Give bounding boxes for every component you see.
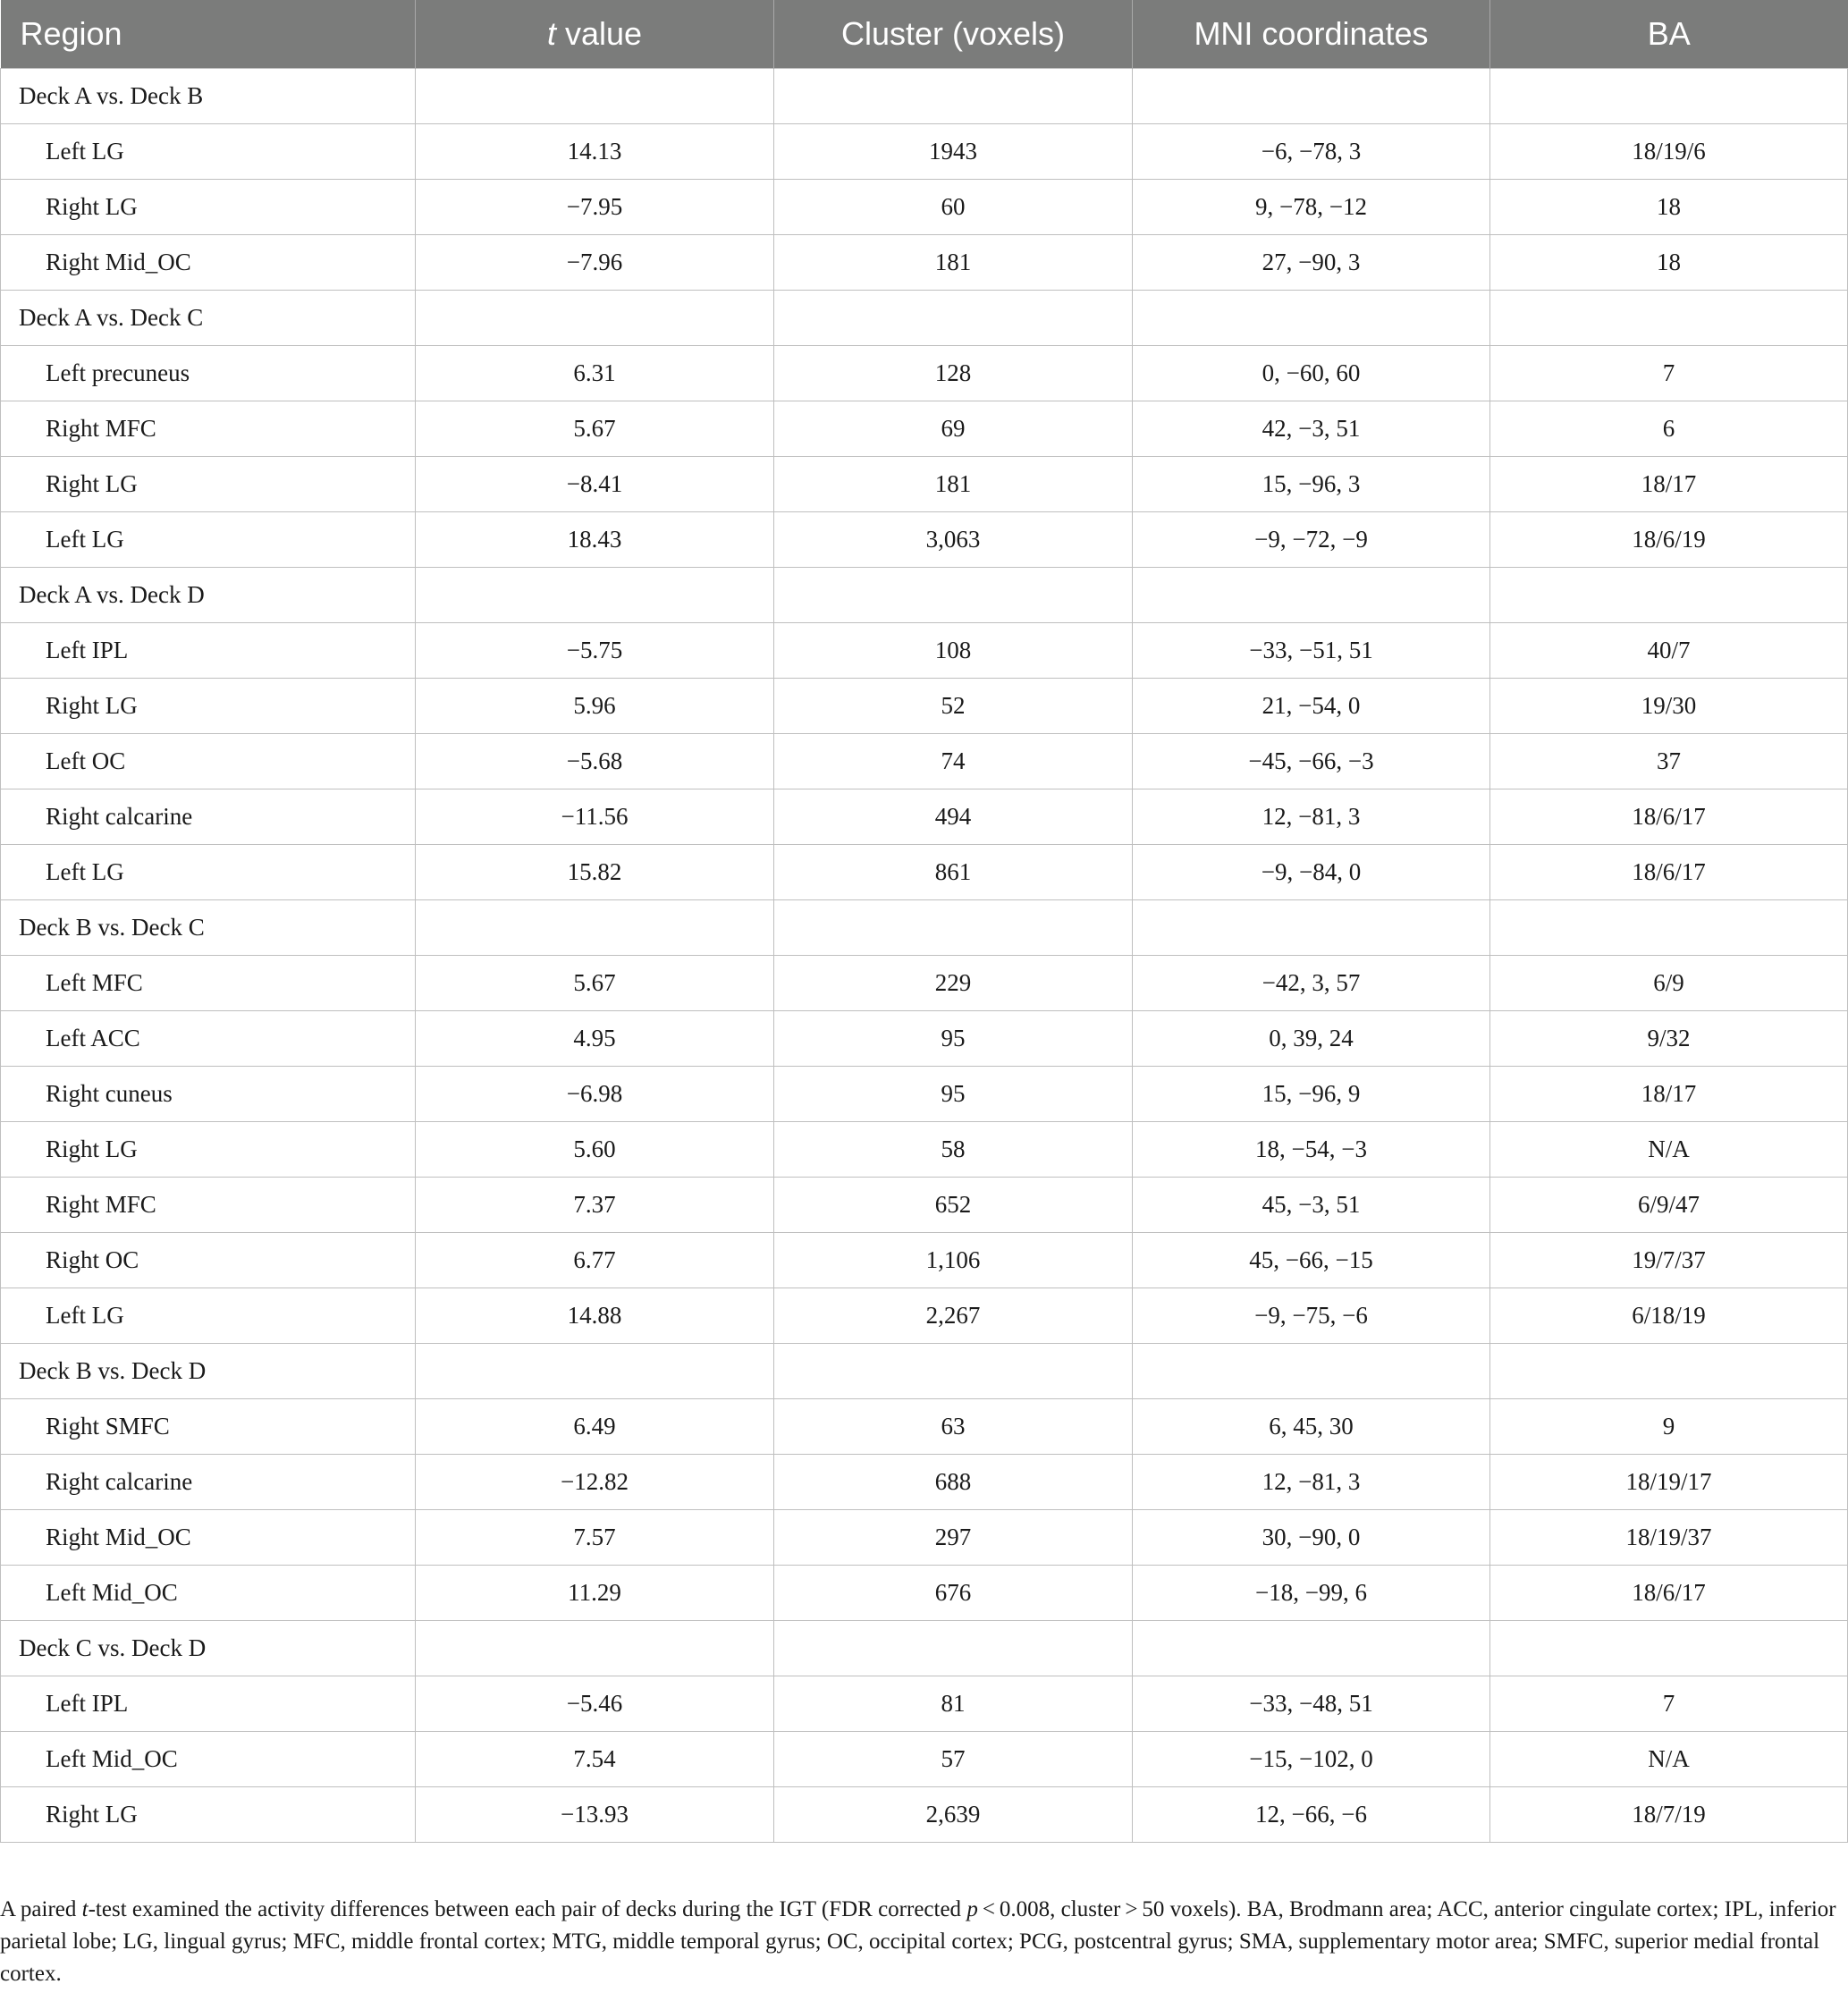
header-t-rest: value <box>555 14 643 52</box>
cell-ba: 6/9/47 <box>1490 1177 1848 1232</box>
empty-cell <box>1490 1343 1848 1398</box>
cell-t: 18.43 <box>416 511 774 567</box>
header-cluster: Cluster (voxels) <box>774 0 1133 68</box>
cell-t: 4.95 <box>416 1010 774 1066</box>
cell-region: Right LG <box>1 1121 416 1177</box>
cell-mni: −33, −51, 51 <box>1133 622 1490 678</box>
cell-t: 11.29 <box>416 1565 774 1620</box>
cell-mni: 45, −3, 51 <box>1133 1177 1490 1232</box>
table-row <box>1 123 1848 179</box>
group-row <box>1 1620 1848 1676</box>
cell-t: 14.88 <box>416 1288 774 1343</box>
cell-region: Right Mid_OC <box>1 234 416 290</box>
cell-t: −7.96 <box>416 234 774 290</box>
cell-region: Left LG <box>1 123 416 179</box>
empty-cell <box>1133 68 1490 123</box>
header-t-value <box>416 0 774 68</box>
empty-cell <box>1490 1620 1848 1676</box>
cell-region: Left OC <box>1 733 416 789</box>
cell-mni: 6, 45, 30 <box>1133 1398 1490 1454</box>
cell-mni: −9, −84, 0 <box>1133 844 1490 899</box>
group-label: Deck B vs. Deck D <box>1 1343 416 1398</box>
table-row <box>1 1010 1848 1066</box>
cell-cluster: 81 <box>774 1676 1133 1731</box>
cell-region: Left ACC <box>1 1010 416 1066</box>
empty-cell <box>416 68 774 123</box>
table-row <box>1 179 1848 234</box>
cell-region: Left precuneus <box>1 345 416 401</box>
empty-cell <box>1490 567 1848 622</box>
cell-mni: −18, −99, 6 <box>1133 1565 1490 1620</box>
cell-region: Right Mid_OC <box>1 1509 416 1565</box>
cell-t: −7.95 <box>416 179 774 234</box>
cell-t: −13.93 <box>416 1786 774 1842</box>
cell-ba: 18/6/17 <box>1490 789 1848 844</box>
header-row <box>1 0 1848 68</box>
cell-ba: 18/17 <box>1490 456 1848 511</box>
cell-mni: −42, 3, 57 <box>1133 955 1490 1010</box>
cell-region: Right calcarine <box>1 789 416 844</box>
empty-cell <box>1133 1343 1490 1398</box>
cell-mni: −9, −72, −9 <box>1133 511 1490 567</box>
cell-region: Left Mid_OC <box>1 1565 416 1620</box>
cell-ba: 18 <box>1490 234 1848 290</box>
cell-mni: 12, −81, 3 <box>1133 1454 1490 1509</box>
cell-region: Left LG <box>1 1288 416 1343</box>
cell-t: −5.46 <box>416 1676 774 1731</box>
cell-cluster: 58 <box>774 1121 1133 1177</box>
cell-mni: 45, −66, −15 <box>1133 1232 1490 1288</box>
cell-cluster: 2,267 <box>774 1288 1133 1343</box>
cell-t: −8.41 <box>416 456 774 511</box>
footnote-part2: -test examined the activity differences between each pair of decks during the IGT (FDR corrected <box>88 1897 967 1921</box>
empty-cell <box>416 899 774 955</box>
cell-t: 7.57 <box>416 1509 774 1565</box>
cell-cluster: 494 <box>774 789 1133 844</box>
cell-region: Left IPL <box>1 1676 416 1731</box>
group-label: Deck A vs. Deck B <box>1 68 416 123</box>
table-row <box>1 1177 1848 1232</box>
group-row <box>1 68 1848 123</box>
table-row <box>1 1786 1848 1842</box>
cell-ba: 40/7 <box>1490 622 1848 678</box>
cell-t: −6.98 <box>416 1066 774 1121</box>
cell-cluster: 74 <box>774 733 1133 789</box>
group-label: Deck C vs. Deck D <box>1 1620 416 1676</box>
cell-cluster: 181 <box>774 456 1133 511</box>
cell-cluster: 2,639 <box>774 1786 1133 1842</box>
cell-ba: 6 <box>1490 401 1848 456</box>
cell-t: 7.37 <box>416 1177 774 1232</box>
cell-ba: N/A <box>1490 1121 1848 1177</box>
cell-region: Left MFC <box>1 955 416 1010</box>
cell-t: 5.67 <box>416 955 774 1010</box>
cell-cluster: 3,063 <box>774 511 1133 567</box>
cell-region: Right LG <box>1 1786 416 1842</box>
table-footnote <box>0 1894 1848 1990</box>
table-row <box>1 1232 1848 1288</box>
cell-ba: 18/6/17 <box>1490 1565 1848 1620</box>
cell-cluster: 297 <box>774 1509 1133 1565</box>
cell-region: Right LG <box>1 678 416 733</box>
cell-cluster: 229 <box>774 955 1133 1010</box>
cell-cluster: 69 <box>774 401 1133 456</box>
cell-cluster: 1,106 <box>774 1232 1133 1288</box>
cell-cluster: 181 <box>774 234 1133 290</box>
cell-mni: 12, −66, −6 <box>1133 1786 1490 1842</box>
cell-ba: 37 <box>1490 733 1848 789</box>
cell-region: Right cuneus <box>1 1066 416 1121</box>
group-row <box>1 899 1848 955</box>
cell-t: −12.82 <box>416 1454 774 1509</box>
cell-region: Right LG <box>1 456 416 511</box>
header-region: Region <box>1 0 416 68</box>
cell-cluster: 128 <box>774 345 1133 401</box>
cell-ba: 18/17 <box>1490 1066 1848 1121</box>
cell-mni: −15, −102, 0 <box>1133 1731 1490 1786</box>
cell-mni: 42, −3, 51 <box>1133 401 1490 456</box>
cell-ba: 7 <box>1490 345 1848 401</box>
cell-t: −5.75 <box>416 622 774 678</box>
empty-cell <box>774 290 1133 345</box>
cell-t: 6.49 <box>416 1398 774 1454</box>
cell-cluster: 57 <box>774 1731 1133 1786</box>
cell-region: Right SMFC <box>1 1398 416 1454</box>
cell-t: 14.13 <box>416 123 774 179</box>
cell-cluster: 108 <box>774 622 1133 678</box>
cell-t: 6.31 <box>416 345 774 401</box>
cell-region: Left LG <box>1 844 416 899</box>
footnote-part3: < 0.008, cluster > 50 voxels). BA, Brodmann area; ACC, anterior cingulate cortex; IPL, inferior parietal lobe; LG, lingual gyrus; MFC, middle frontal cortex; MTG, middle temporal gyrus; OC, occipital cortex; PCG, postcentral gyrus; SMA, supplementary motor area; SMFC, superior medial frontal cortex. <box>0 1897 1836 1986</box>
group-label: Deck A vs. Deck D <box>1 567 416 622</box>
empty-cell <box>416 290 774 345</box>
empty-cell <box>1490 899 1848 955</box>
cell-cluster: 688 <box>774 1454 1133 1509</box>
cell-region: Left LG <box>1 511 416 567</box>
cell-cluster: 95 <box>774 1010 1133 1066</box>
empty-cell <box>774 899 1133 955</box>
cell-mni: −9, −75, −6 <box>1133 1288 1490 1343</box>
table-row <box>1 1066 1848 1121</box>
table-row <box>1 1731 1848 1786</box>
table-row <box>1 733 1848 789</box>
empty-cell <box>774 567 1133 622</box>
table-header <box>1 0 1848 68</box>
cell-ba: 9 <box>1490 1398 1848 1454</box>
cell-mni: 0, 39, 24 <box>1133 1010 1490 1066</box>
cell-ba: 19/30 <box>1490 678 1848 733</box>
empty-cell <box>1133 567 1490 622</box>
table-row <box>1 1565 1848 1620</box>
table-row <box>1 1676 1848 1731</box>
cell-mni: 18, −54, −3 <box>1133 1121 1490 1177</box>
cell-mni: 15, −96, 9 <box>1133 1066 1490 1121</box>
empty-cell <box>774 1620 1133 1676</box>
footnote-t-italic: t <box>81 1897 89 1921</box>
table-row <box>1 844 1848 899</box>
cell-t: 5.96 <box>416 678 774 733</box>
cell-region: Right MFC <box>1 1177 416 1232</box>
footnote-part1: A paired <box>0 1897 82 1921</box>
cell-mni: 27, −90, 3 <box>1133 234 1490 290</box>
empty-cell <box>1490 290 1848 345</box>
cell-t: 15.82 <box>416 844 774 899</box>
cell-t: −11.56 <box>416 789 774 844</box>
group-row <box>1 567 1848 622</box>
footnote-p-italic: p <box>966 1897 978 1921</box>
header-t-italic: t <box>546 14 556 52</box>
cell-cluster: 652 <box>774 1177 1133 1232</box>
cell-ba: 6/9 <box>1490 955 1848 1010</box>
group-label: Deck B vs. Deck C <box>1 899 416 955</box>
cell-region: Left Mid_OC <box>1 1731 416 1786</box>
cell-ba: 9/32 <box>1490 1010 1848 1066</box>
empty-cell <box>1490 68 1848 123</box>
table-row <box>1 955 1848 1010</box>
cell-ba: 18/6/19 <box>1490 511 1848 567</box>
cell-cluster: 1943 <box>774 123 1133 179</box>
cell-ba: 18 <box>1490 179 1848 234</box>
cell-ba: 7 <box>1490 1676 1848 1731</box>
cell-mni: −6, −78, 3 <box>1133 123 1490 179</box>
cell-ba: 18/19/17 <box>1490 1454 1848 1509</box>
empty-cell <box>1133 899 1490 955</box>
cell-cluster: 60 <box>774 179 1133 234</box>
empty-cell <box>416 1343 774 1398</box>
table-row <box>1 622 1848 678</box>
cell-mni: 30, −90, 0 <box>1133 1509 1490 1565</box>
group-label: Deck A vs. Deck C <box>1 290 416 345</box>
cell-t: 7.54 <box>416 1731 774 1786</box>
cell-region: Left IPL <box>1 622 416 678</box>
cell-region: Right calcarine <box>1 1454 416 1509</box>
group-row <box>1 290 1848 345</box>
cell-mni: 15, −96, 3 <box>1133 456 1490 511</box>
table-row <box>1 456 1848 511</box>
cell-ba: N/A <box>1490 1731 1848 1786</box>
cell-cluster: 52 <box>774 678 1133 733</box>
cell-mni: 12, −81, 3 <box>1133 789 1490 844</box>
cell-cluster: 676 <box>774 1565 1133 1620</box>
table-row <box>1 1121 1848 1177</box>
cell-mni: −33, −48, 51 <box>1133 1676 1490 1731</box>
cell-cluster: 95 <box>774 1066 1133 1121</box>
cell-cluster: 63 <box>774 1398 1133 1454</box>
cell-t: −5.68 <box>416 733 774 789</box>
cell-ba: 19/7/37 <box>1490 1232 1848 1288</box>
table-row <box>1 234 1848 290</box>
cell-mni: −45, −66, −3 <box>1133 733 1490 789</box>
table-row <box>1 789 1848 844</box>
header-ba: BA <box>1647 14 1691 52</box>
table-row <box>1 678 1848 733</box>
cell-ba: 18/6/17 <box>1490 844 1848 899</box>
header-mni: MNI coordinates <box>1133 0 1490 68</box>
cell-ba: 6/18/19 <box>1490 1288 1848 1343</box>
cell-ba: 18/19/37 <box>1490 1509 1848 1565</box>
cell-ba: 18/19/6 <box>1490 123 1848 179</box>
table-row <box>1 1288 1848 1343</box>
cell-t: 6.77 <box>416 1232 774 1288</box>
empty-cell <box>774 1343 1133 1398</box>
cell-mni: 21, −54, 0 <box>1133 678 1490 733</box>
table-body <box>1 68 1848 1842</box>
cell-region: Right MFC <box>1 401 416 456</box>
empty-cell <box>1133 1620 1490 1676</box>
empty-cell <box>774 68 1133 123</box>
empty-cell <box>416 567 774 622</box>
group-row <box>1 1343 1848 1398</box>
cell-mni: 0, −60, 60 <box>1133 345 1490 401</box>
cell-region: Right OC <box>1 1232 416 1288</box>
empty-cell <box>416 1620 774 1676</box>
table-row <box>1 1509 1848 1565</box>
table-row <box>1 345 1848 401</box>
table-row <box>1 1454 1848 1509</box>
cell-mni: 9, −78, −12 <box>1133 179 1490 234</box>
cell-cluster: 861 <box>774 844 1133 899</box>
table-row <box>1 511 1848 567</box>
table-row <box>1 1398 1848 1454</box>
table-row <box>1 401 1848 456</box>
cell-region: Right LG <box>1 179 416 234</box>
cell-ba: 18/7/19 <box>1490 1786 1848 1842</box>
cell-t: 5.60 <box>416 1121 774 1177</box>
empty-cell <box>1133 290 1490 345</box>
cell-t: 5.67 <box>416 401 774 456</box>
